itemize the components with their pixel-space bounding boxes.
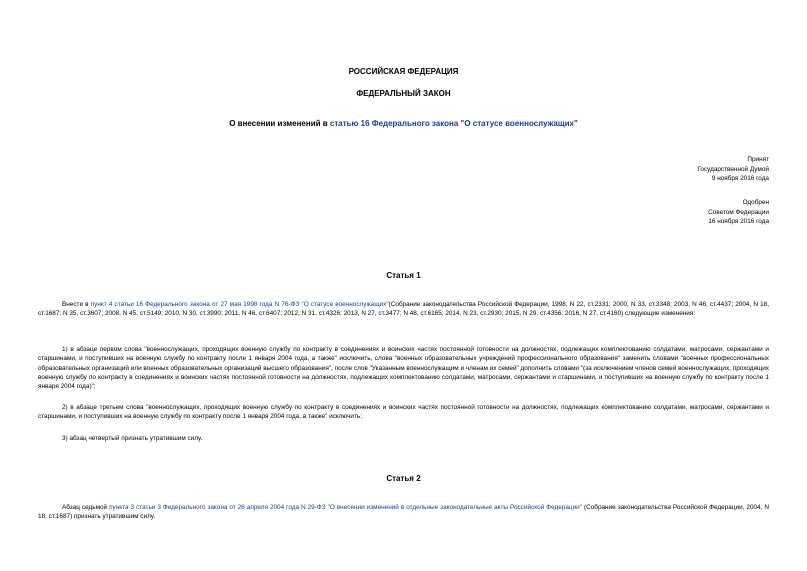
article-2-text-suffix: (Собрание законодательства Российской Федерации, 2004, N 18, ст.1687) признать утратившим силу. — [38, 504, 769, 521]
doc-type-heading: ФЕДЕРАЛЬНЫЙ ЗАКОН — [356, 89, 451, 98]
article-1-intro-suffix: (Собрание законодательства Российской Федерации, 1998, N 22, ст.2331; 2000, N 33, ст.3348; 2003, N 46, ст.4437; 2004, N 18, ст.1687; N 35, ст.3607; 2008, N 45, ст.5149; 2010, N 30, ст.3990; 2011, N 46, ст.6407; 2012, N 31, ст.4326; 2013, N 27, ст.3477; N 48, ст.6165; 2014, N 23, ст.2930; 2015, N 29, ст.4356; 2016, N 27, ст.4160) следующие изменения: — [38, 301, 769, 318]
article-2-text-prefix: Абзац седьмой — [62, 504, 110, 511]
adopted-date: 9 ноября 2016 года — [711, 175, 769, 183]
approval-block — [708, 198, 769, 227]
adopted-by: Государственной Думой — [697, 165, 769, 173]
article-1-item-1: 1) в абзаце первом слова "военнослужащих, проходящих военную службу по контракту в соединениях и воинских частях постоянной готовности на должностях, подлежащих комплектованию солдатами, матросами, сержантами и старшинами, и поступивших на военную службу по контракту после 1 января 2004 года, а также" исключить, слова "военных образовательных учреждений профессионального образования" заменить словами "военных профессиональных образовательных организаций или военных образовательных организаций высшего образования", после слов "Указанным военнослужащим и членам их семей" дополнить словами "(за исключением членов семей военнослужащих, проходящих военную службу по контракту в соединениях и воинских частях постоянной готовности на должностях, подлежащих комплектованию солдатами, матросами, сержантами и старшинами, и поступивших на военную службу по контракту после 1 января 2004 года)"; — [38, 346, 769, 391]
law-title-prefix: О внесении изменений в — [229, 119, 330, 128]
article-1-item-2: 2) в абзаце третьем слова "военнослужащих, проходящих военную службу по контракту в соединениях и воинских частях постоянной готовности на должностях, подлежащих комплектованию солдатами, матросами, сержантами и старшинами, и поступивших на военную службу по контракту после 1 января 2004 года, а также" исключить; — [38, 404, 769, 421]
article-2-text — [38, 503, 769, 522]
article-1-intro-prefix: Внести в — [62, 301, 91, 308]
approved-date: 16 ноября 2016 года — [708, 218, 769, 226]
adoption-block — [697, 155, 769, 184]
article-1-intro — [38, 300, 769, 319]
article-1-intro-link[interactable]: пункт 4 статьи 16 Федерального закона от 27 мая 1998 года N 76-ФЗ "О статусе военнослужащих" — [90, 301, 389, 308]
article-1-heading: Статья 1 — [386, 271, 421, 280]
article-2-text-link[interactable]: пункта 3 статьи 3 Федерального закона от 26 апреля 2004 года N 29-ФЗ "О внесении изменений в отдельные законодательные акты Российской Федерации" — [109, 504, 582, 511]
law-title-link[interactable]: статью 16 Федерального закона "О статусе военнослужащих" — [329, 119, 578, 128]
approved-by: Советом Федерации — [708, 208, 769, 216]
article-1-item-3: 3) абзац четвертый признать утратившим силу. — [62, 435, 203, 442]
country-heading: РОССИЙСКАЯ ФЕДЕРАЦИЯ — [348, 67, 459, 76]
article-2-heading: Статья 2 — [386, 474, 421, 483]
law-title — [0, 119, 807, 129]
approved-label: Одобрен — [742, 199, 769, 206]
adopted-label: Принят — [747, 156, 769, 163]
